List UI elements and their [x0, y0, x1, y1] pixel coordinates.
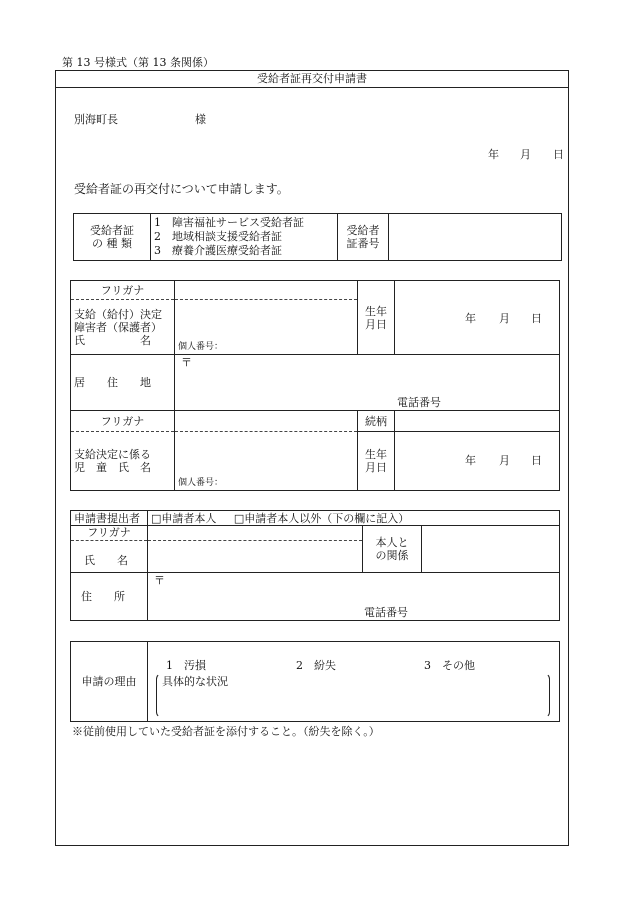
- furigana2-label: フリガナ: [71, 411, 175, 432]
- submitter-name-label: フリガナ 氏 名: [71, 526, 148, 573]
- reason-table: [70, 641, 560, 722]
- reason-option-2[interactable]: 2 紛失: [296, 659, 336, 672]
- child-birth-label: 生年 月日: [358, 432, 395, 491]
- addressee: 別海町長: [74, 113, 118, 126]
- reason-option-1[interactable]: 1 汚損: [166, 659, 206, 672]
- furigana-field[interactable]: [175, 281, 358, 300]
- submitter-table: [70, 510, 560, 621]
- address-label: 居 住 地: [71, 355, 175, 411]
- personal-number2-label: 個人番号：: [178, 478, 224, 488]
- submitter-options[interactable]: [148, 511, 560, 526]
- child-birth-date-field[interactable]: 年 月 日: [395, 432, 560, 491]
- submitter-label: 申請書提出者: [71, 511, 148, 526]
- cert-number-field[interactable]: [389, 214, 562, 261]
- phone-label: 電話番号: [397, 396, 441, 409]
- postal-mark: 〒: [181, 356, 192, 369]
- submitter-phone-label: 電話番号: [364, 606, 408, 619]
- submitter-relation-label: 本人と の関係: [363, 526, 422, 573]
- date-year-label: 年: [488, 148, 499, 161]
- submitter-address-field[interactable]: [148, 573, 560, 621]
- child-name-field[interactable]: [175, 432, 358, 491]
- birth-label: 生年 月日: [358, 281, 395, 355]
- option-other[interactable]: □申請者本人以外（下の欄に記入）: [233, 511, 410, 525]
- cert-type-options[interactable]: 1 障害福祉サービス受給者証 2 地域相談支援受給者証 3 療養介護医療受給者証: [151, 214, 338, 261]
- recipient-table: [70, 280, 560, 491]
- form-number: 第 13 号様式（第 13 条関係）: [62, 56, 214, 69]
- reason-option-3[interactable]: 3 その他: [424, 659, 475, 672]
- child-name-label: 支給決定に係る 児 童 氏 名: [71, 432, 175, 491]
- personal-number-label: 個人番号：: [178, 342, 224, 352]
- recipient-name-label: 支給（給付）決定 障害者（保護者） 氏 名: [71, 300, 175, 355]
- footnote: ※従前使用していた受給者証を添付すること。（紛失を除く。）: [72, 725, 380, 738]
- form-title: 受給者証再交付申請書: [56, 71, 568, 88]
- reason-label: 申請の理由: [71, 642, 148, 722]
- date-day-label: 日: [553, 148, 564, 161]
- relation-label: 続柄: [358, 411, 395, 432]
- recipient-name-field[interactable]: [175, 300, 358, 355]
- reason-field[interactable]: [148, 642, 560, 722]
- cert-type-table: [73, 213, 562, 261]
- date-month-label: 月: [520, 148, 531, 161]
- option-self[interactable]: □申請者本人: [151, 511, 217, 525]
- furigana2-field[interactable]: [175, 411, 358, 432]
- cert-type-label: 受給者証 の 種 類: [74, 214, 151, 261]
- honorific: 様: [195, 113, 206, 126]
- address-field[interactable]: [175, 355, 560, 411]
- intro-text: 受給者証の再交付について申請します。: [74, 182, 289, 196]
- detail-label: 具体的な状況: [162, 675, 228, 688]
- submitter-postal-mark: 〒: [154, 574, 165, 587]
- submitter-relation-field[interactable]: [422, 526, 560, 573]
- submitter-address-label: 住 所: [71, 573, 148, 621]
- cert-number-label: 受給者 証番号: [338, 214, 389, 261]
- birth-date-field[interactable]: 年 月 日: [395, 281, 560, 355]
- relation-field[interactable]: [395, 411, 560, 432]
- submitter-name-field[interactable]: [148, 526, 363, 573]
- furigana-label: フリガナ: [71, 281, 175, 300]
